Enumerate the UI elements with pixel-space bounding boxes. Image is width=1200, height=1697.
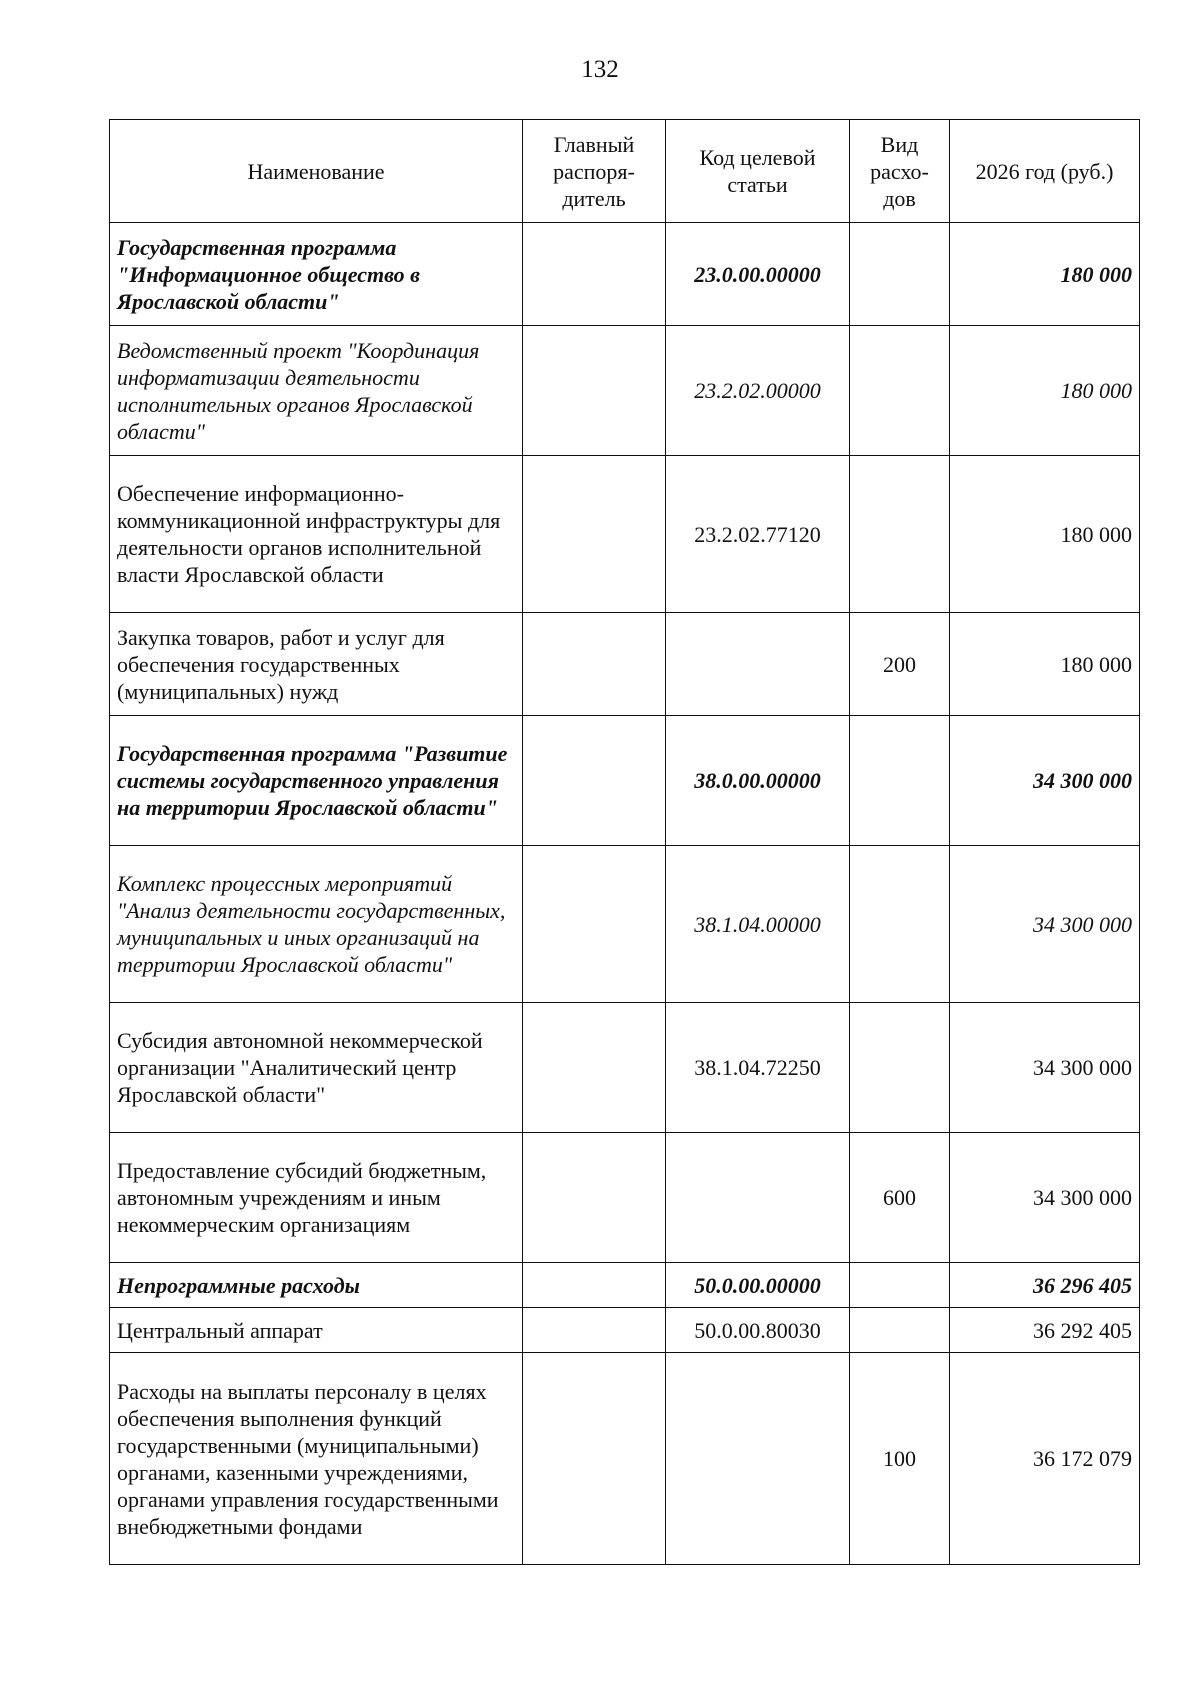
- row-amount-cell: 34 300 000: [950, 1133, 1140, 1263]
- table-row: [110, 716, 1140, 846]
- header-year-text: 2026 год (руб.): [975, 158, 1114, 184]
- row-type-cell: 100: [850, 1353, 950, 1565]
- row-admin-cell: [523, 456, 666, 613]
- row-code-cell: 23.2.02.77120: [666, 456, 850, 613]
- row-name-cell: Обеспечение информационно-коммуникационной инфраструктуры для деятельности органов исполнительной власти Ярославской области: [110, 456, 523, 613]
- row-code-cell: 50.0.00.80030: [666, 1308, 850, 1353]
- header-code: [666, 120, 850, 223]
- row-amount-cell: 34 300 000: [950, 846, 1140, 1003]
- row-admin-cell: [523, 1308, 666, 1353]
- header-name: Наименование: [110, 120, 523, 223]
- row-amount-cell: 36 296 405: [950, 1263, 1140, 1308]
- table-row: [110, 1353, 1140, 1565]
- table-row: [110, 223, 1140, 326]
- row-type-cell: [850, 716, 950, 846]
- row-name-cell: Государственная программа "Развитие системы государственного управления на территории Ярославской области": [110, 716, 523, 846]
- row-code-cell: 50.0.00.00000: [666, 1263, 850, 1308]
- row-admin-cell: [523, 1133, 666, 1263]
- row-admin-cell: [523, 846, 666, 1003]
- row-amount-cell: 180 000: [950, 456, 1140, 613]
- header-type-text: Вид расхо-дов: [870, 131, 929, 211]
- row-name-cell: Ведомственный проект "Координация информатизации деятельности исполнительных органов Ярославской области": [110, 326, 523, 456]
- row-admin-cell: [523, 1263, 666, 1308]
- table-row: [110, 1003, 1140, 1133]
- table-header-row: [110, 120, 1140, 223]
- row-name-cell: Государственная программа "Информационное общество в Ярославской области": [110, 223, 523, 326]
- row-type-cell: [850, 326, 950, 456]
- table-row: [110, 326, 1140, 456]
- page-number: 132: [581, 56, 619, 83]
- table-row: [110, 846, 1140, 1003]
- row-name-cell: Комплекс процессных мероприятий "Анализ деятельности государственных, муниципальных и иных организаций на территории Ярославской области": [110, 846, 523, 1003]
- row-type-cell: [850, 1308, 950, 1353]
- row-code-cell: [666, 1353, 850, 1565]
- row-amount-cell: 34 300 000: [950, 1003, 1140, 1133]
- row-type-cell: [850, 1263, 950, 1308]
- budget-table: [109, 119, 1140, 1565]
- row-type-cell: [850, 223, 950, 326]
- row-code-cell: 38.1.04.00000: [666, 846, 850, 1003]
- row-name-cell: Непрограммные расходы: [110, 1263, 523, 1308]
- row-type-cell: 600: [850, 1133, 950, 1263]
- header-admin-text: Главный распоря-дитель: [553, 131, 635, 211]
- row-admin-cell: [523, 716, 666, 846]
- row-admin-cell: [523, 326, 666, 456]
- row-name-cell: Расходы на выплаты персоналу в целях обеспечения выполнения функций государственными (муниципальными) органами, казенными учреждениями, органами управления государственными внебюджетными фондами: [110, 1353, 523, 1565]
- row-type-cell: 200: [850, 613, 950, 716]
- header-year: [950, 120, 1140, 223]
- row-code-cell: 38.0.00.00000: [666, 716, 850, 846]
- row-amount-cell: 180 000: [950, 223, 1140, 326]
- row-amount-cell: 36 292 405: [950, 1308, 1140, 1353]
- row-amount-cell: 180 000: [950, 613, 1140, 716]
- row-code-cell: [666, 1133, 850, 1263]
- row-admin-cell: [523, 1003, 666, 1133]
- row-admin-cell: [523, 1353, 666, 1565]
- row-code-cell: 23.0.00.00000: [666, 223, 850, 326]
- row-name-cell: Центральный аппарат: [110, 1308, 523, 1353]
- table-row: [110, 1263, 1140, 1308]
- row-admin-cell: [523, 613, 666, 716]
- header-admin: [523, 120, 666, 223]
- row-type-cell: [850, 456, 950, 613]
- row-code-cell: [666, 613, 850, 716]
- header-type: [850, 120, 950, 223]
- row-code-cell: 23.2.02.00000: [666, 326, 850, 456]
- row-name-cell: Закупка товаров, работ и услуг для обеспечения государственных (муниципальных) нужд: [110, 613, 523, 716]
- table-body: [110, 223, 1140, 1565]
- table-row: [110, 1133, 1140, 1263]
- row-admin-cell: [523, 223, 666, 326]
- header-code-text: Код целевой статьи: [699, 145, 816, 197]
- row-type-cell: [850, 846, 950, 1003]
- row-amount-cell: 36 172 079: [950, 1353, 1140, 1565]
- row-name-cell: Предоставление субсидий бюджетным, автономным учреждениям и иным некоммерческим организациям: [110, 1133, 523, 1263]
- row-name-cell: Субсидия автономной некоммерческой организации "Аналитический центр Ярославской области": [110, 1003, 523, 1133]
- row-amount-cell: 180 000: [950, 326, 1140, 456]
- table-row: [110, 613, 1140, 716]
- table-row: [110, 456, 1140, 613]
- row-code-cell: 38.1.04.72250: [666, 1003, 850, 1133]
- table-row: [110, 1308, 1140, 1353]
- row-amount-cell: 34 300 000: [950, 716, 1140, 846]
- row-type-cell: [850, 1003, 950, 1133]
